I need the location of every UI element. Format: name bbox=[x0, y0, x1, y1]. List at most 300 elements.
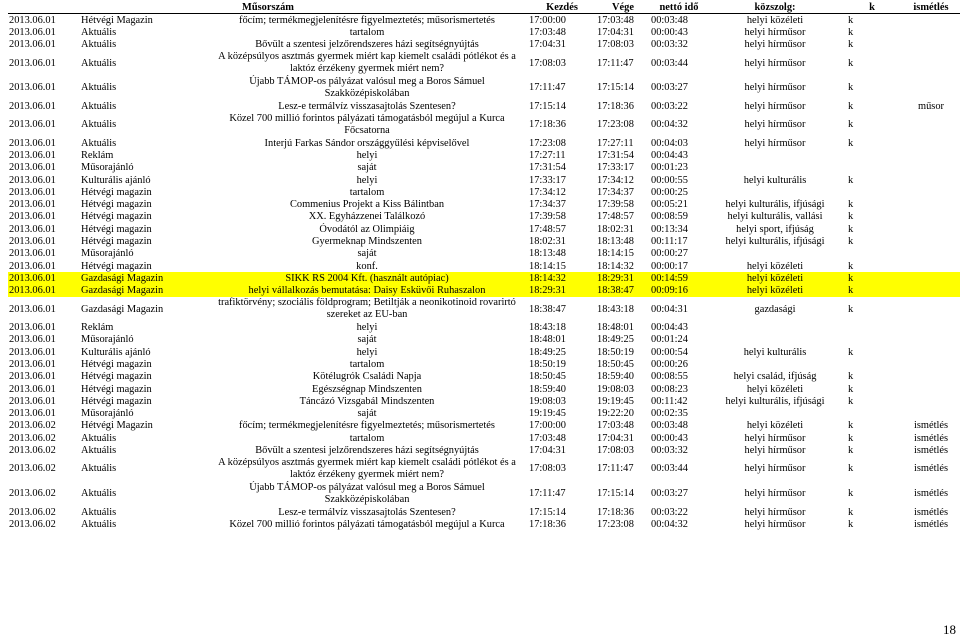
cell-repeat bbox=[902, 174, 960, 186]
cell-category: helyi hírműsor bbox=[744, 518, 806, 530]
cell-end: 18:29:31 bbox=[596, 272, 650, 284]
cell-category: helyi hírműsor bbox=[744, 82, 806, 94]
cell-k: k bbox=[842, 285, 902, 297]
cell-category: helyi család, ifjúság bbox=[733, 371, 817, 383]
cell-program: Aktuális bbox=[81, 432, 117, 444]
cell-start: 18:48:01 bbox=[529, 334, 566, 346]
cell-k: k bbox=[848, 518, 854, 530]
cell-start: 18:02:31 bbox=[529, 235, 566, 247]
cell-category: helyi hírműsor bbox=[744, 26, 806, 38]
cell-title: Bővült a szentesi jelzőrendszeres házi segítségnyújtás bbox=[255, 445, 479, 457]
cell-k: k bbox=[848, 57, 854, 69]
table-row bbox=[8, 346, 960, 358]
cell-repeat bbox=[902, 223, 960, 235]
cell-end: 19:19:45 bbox=[597, 395, 634, 407]
page-number: 18 bbox=[943, 622, 956, 637]
cell-end: 17:11:47 bbox=[597, 463, 634, 475]
cell-duration: 00:13:34 bbox=[651, 223, 688, 235]
cell-repeat: ismétlés bbox=[913, 432, 949, 444]
cell-duration: 00:03:32 bbox=[651, 39, 688, 51]
cell-repeat bbox=[902, 235, 960, 247]
table-row bbox=[8, 358, 960, 370]
cell-start: 17:03:48 bbox=[529, 26, 566, 38]
cell-repeat bbox=[902, 75, 960, 100]
table-row bbox=[8, 75, 960, 100]
cell-k: k bbox=[848, 211, 854, 223]
cell-program: Aktuális bbox=[81, 463, 117, 475]
cell-k bbox=[842, 186, 902, 198]
cell-program: Hétvégi Magazin bbox=[81, 14, 153, 26]
cell-repeat bbox=[902, 395, 960, 407]
cell-duration: 00:00:55 bbox=[651, 174, 688, 186]
cell-title: A középsúlyos asztmás gyermek miért kap kiemelt családi pótlékot és a laktóz érzékeny gyermek miért nem? bbox=[218, 51, 516, 75]
cell-k bbox=[842, 248, 902, 260]
cell-title: tartalom bbox=[349, 432, 385, 444]
cell-title: tartalom bbox=[349, 358, 385, 370]
cell-date: 2013.06.01 bbox=[9, 39, 56, 51]
header-end: Vége bbox=[596, 2, 650, 14]
cell-start: 17:04:31 bbox=[529, 39, 566, 51]
cell-end: 17:27:11 bbox=[597, 137, 634, 149]
cell-end: 18:50:45 bbox=[597, 358, 634, 370]
cell-program: Műsorajánló bbox=[81, 248, 134, 260]
table-row bbox=[8, 260, 960, 272]
cell-start: 18:43:18 bbox=[529, 322, 566, 334]
cell-k: k bbox=[848, 303, 854, 315]
table-row bbox=[8, 444, 960, 456]
cell-k: k bbox=[848, 445, 854, 457]
cell-duration: 00:04:43 bbox=[651, 322, 688, 334]
table-row bbox=[8, 198, 960, 210]
cell-title: Commenius Projekt a Kiss Bálintban bbox=[289, 199, 445, 211]
cell-start: 18:38:47 bbox=[529, 303, 566, 315]
cell-date: 2013.06.01 bbox=[9, 395, 56, 407]
cell-date: 2013.06.01 bbox=[9, 334, 56, 346]
cell-end: 18:43:18 bbox=[597, 303, 634, 315]
cell-title: Gyermeknap Mindszenten bbox=[312, 235, 422, 247]
cell-duration: 00:05:21 bbox=[651, 199, 688, 211]
cell-duration: 00:08:55 bbox=[651, 371, 688, 383]
cell-program: Hétvégi magazin bbox=[81, 371, 152, 383]
cell-k: k bbox=[848, 260, 854, 272]
cell-date: 2013.06.01 bbox=[9, 186, 56, 198]
cell-k: k bbox=[848, 137, 854, 149]
cell-date: 2013.06.02 bbox=[9, 518, 56, 530]
cell-start: 17:31:54 bbox=[529, 162, 566, 174]
cell-category bbox=[708, 162, 842, 174]
cell-duration: 00:04:32 bbox=[651, 518, 688, 530]
cell-start: 19:08:03 bbox=[529, 395, 566, 407]
cell-category: helyi hírműsor bbox=[744, 39, 806, 51]
cell-duration: 00:03:44 bbox=[651, 463, 688, 475]
cell-date: 2013.06.01 bbox=[9, 57, 56, 69]
cell-date: 2013.06.01 bbox=[8, 285, 80, 297]
table-row bbox=[8, 457, 960, 482]
cell-k: k bbox=[848, 199, 854, 211]
header-net-duration: nettó idő bbox=[650, 2, 708, 14]
cell-program: Aktuális bbox=[81, 119, 117, 131]
cell-duration: 00:02:35 bbox=[651, 408, 688, 420]
cell-duration: 00:04:32 bbox=[651, 119, 688, 131]
cell-date: 2013.06.01 bbox=[9, 408, 56, 420]
cell-title: saját bbox=[357, 162, 377, 174]
cell-title: helyi bbox=[356, 322, 378, 334]
table-row bbox=[8, 383, 960, 395]
cell-program: Aktuális bbox=[81, 82, 117, 94]
cell-date: 2013.06.02 bbox=[9, 506, 56, 518]
cell-k: k bbox=[848, 235, 854, 247]
cell-duration: 00:03:48 bbox=[651, 14, 688, 26]
cell-end: 17:03:48 bbox=[597, 14, 634, 26]
cell-end: 19:08:03 bbox=[597, 383, 634, 395]
cell-program: Hétvégi Magazin bbox=[81, 420, 153, 432]
header-start: Kezdés bbox=[528, 2, 596, 14]
cell-start: 18:59:40 bbox=[529, 383, 566, 395]
cell-duration: 00:03:44 bbox=[651, 57, 688, 69]
cell-program: Hétvégi magazin bbox=[81, 199, 152, 211]
cell-program: Műsorajánló bbox=[81, 334, 134, 346]
cell-category: helyi hírműsor bbox=[744, 57, 806, 69]
cell-date: 2013.06.01 bbox=[9, 100, 56, 112]
cell-program: Aktuális bbox=[81, 39, 117, 51]
cell-duration: 00:04:43 bbox=[651, 149, 688, 161]
cell-start: 18:14:15 bbox=[529, 260, 566, 272]
table-row bbox=[8, 26, 960, 38]
table-row bbox=[8, 518, 960, 530]
table-row bbox=[8, 211, 960, 223]
cell-repeat bbox=[902, 186, 960, 198]
cell-category: helyi közéleti bbox=[746, 260, 804, 272]
cell-repeat: ismétlés bbox=[913, 506, 949, 518]
cell-k: k bbox=[848, 223, 854, 235]
cell-duration: 00:00:43 bbox=[651, 26, 688, 38]
cell-end: 17:08:03 bbox=[597, 445, 634, 457]
cell-duration: 00:11:17 bbox=[651, 235, 688, 247]
cell-repeat: ismétlés bbox=[913, 463, 949, 475]
cell-title: tartalom bbox=[349, 26, 385, 38]
table-row bbox=[8, 371, 960, 383]
cell-category: helyi hírműsor bbox=[744, 100, 806, 112]
cell-start: 18:49:25 bbox=[529, 346, 566, 358]
cell-program: Gazdasági Magazin bbox=[80, 272, 206, 284]
cell-end: 17:04:31 bbox=[597, 432, 634, 444]
cell-program: Aktuális bbox=[81, 506, 117, 518]
cell-program: Aktuális bbox=[81, 57, 117, 69]
cell-title: főcím; termékmegjelenítésre figyelmeztetés; műsorismertetés bbox=[239, 14, 495, 26]
cell-start: 17:11:47 bbox=[529, 82, 566, 94]
cell-repeat bbox=[902, 408, 960, 420]
cell-category: helyi hírműsor bbox=[744, 463, 806, 475]
table-row bbox=[8, 272, 960, 284]
cell-repeat: műsor bbox=[918, 100, 944, 112]
cell-date: 2013.06.01 bbox=[9, 223, 56, 235]
table-row bbox=[8, 162, 960, 174]
cell-category bbox=[708, 408, 842, 420]
table-row bbox=[8, 14, 960, 27]
cell-k: k bbox=[848, 346, 854, 358]
cell-k: k bbox=[848, 100, 854, 112]
table-row bbox=[8, 248, 960, 260]
cell-duration: 00:00:27 bbox=[651, 248, 688, 260]
cell-repeat bbox=[902, 358, 960, 370]
cell-repeat bbox=[902, 346, 960, 358]
cell-k: k bbox=[848, 39, 854, 51]
table-row bbox=[8, 408, 960, 420]
table-row bbox=[8, 51, 960, 76]
cell-category: helyi közéleti bbox=[746, 14, 804, 26]
cell-category: helyi sport, ifjúság bbox=[736, 223, 814, 235]
table-row bbox=[8, 297, 960, 322]
cell-start: 18:29:31 bbox=[528, 285, 596, 297]
cell-k: k bbox=[848, 174, 854, 186]
cell-start: 17:03:48 bbox=[529, 432, 566, 444]
cell-title: Közel 700 millió forintos pályázati támogatásból megújul a Kurca Főcsatorna bbox=[229, 112, 505, 136]
cell-start: 18:14:32 bbox=[528, 272, 596, 284]
cell-repeat bbox=[902, 26, 960, 38]
cell-title: Újabb TÁMOP-os pályázat valósul meg a Boros Sámuel Szakközépiskolában bbox=[249, 75, 485, 99]
cell-category: helyi hírműsor bbox=[744, 137, 806, 149]
header-k: k bbox=[842, 2, 902, 14]
table-row bbox=[8, 395, 960, 407]
cell-k: k bbox=[848, 506, 854, 518]
table-row bbox=[8, 112, 960, 137]
cell-category bbox=[708, 248, 842, 260]
cell-duration: 00:03:27 bbox=[651, 488, 688, 500]
cell-end: 18:14:15 bbox=[597, 248, 634, 260]
cell-title: Óvodától az Olimpiáig bbox=[319, 223, 415, 235]
cell-k: k bbox=[848, 488, 854, 500]
table-row bbox=[8, 334, 960, 346]
cell-duration: 00:00:25 bbox=[651, 186, 688, 198]
cell-duration: 00:00:54 bbox=[651, 346, 688, 358]
cell-k: k bbox=[848, 119, 854, 131]
cell-start: 17:18:36 bbox=[529, 119, 566, 131]
cell-start: 17:27:11 bbox=[529, 149, 566, 161]
table-row bbox=[8, 285, 960, 297]
cell-start: 18:50:19 bbox=[529, 358, 566, 370]
header-row bbox=[8, 2, 960, 14]
cell-end: 17:23:08 bbox=[597, 518, 634, 530]
cell-end: 17:23:08 bbox=[597, 119, 634, 131]
cell-date: 2013.06.01 bbox=[9, 119, 56, 131]
cell-end: 17:18:36 bbox=[597, 506, 634, 518]
cell-program: Hétvégi magazin bbox=[81, 235, 152, 247]
cell-title: A középsúlyos asztmás gyermek miért kap kiemelt családi pótlékot és a laktóz érzékeny gyermek miért nem? bbox=[218, 456, 516, 480]
cell-repeat: ismétlés bbox=[913, 518, 949, 530]
cell-date: 2013.06.01 bbox=[9, 211, 56, 223]
cell-category bbox=[708, 321, 842, 333]
cell-date: 2013.06.01 bbox=[8, 272, 80, 284]
cell-category: helyi kulturális, vallási bbox=[727, 211, 823, 223]
cell-k: k bbox=[848, 463, 854, 475]
cell-title: Táncázó Vizsgabál Mindszenten bbox=[299, 395, 435, 407]
cell-start: 17:04:31 bbox=[529, 445, 566, 457]
cell-program: Aktuális bbox=[81, 488, 117, 500]
cell-category bbox=[708, 149, 842, 161]
header-program: Műsorszám bbox=[8, 2, 528, 14]
cell-category: helyi hírműsor bbox=[744, 506, 806, 518]
table-row bbox=[8, 506, 960, 518]
cell-end: 17:03:48 bbox=[597, 420, 634, 432]
cell-category: helyi hírműsor bbox=[744, 432, 806, 444]
cell-start: 17:08:03 bbox=[529, 463, 566, 475]
cell-date: 2013.06.02 bbox=[9, 445, 56, 457]
cell-program: Hétvégi magazin bbox=[81, 211, 152, 223]
cell-end: 17:39:58 bbox=[597, 199, 634, 211]
cell-end: 17:08:03 bbox=[597, 39, 634, 51]
table-row bbox=[8, 481, 960, 506]
cell-date: 2013.06.02 bbox=[9, 420, 56, 432]
cell-date: 2013.06.01 bbox=[9, 174, 56, 186]
cell-program: Aktuális bbox=[81, 26, 117, 38]
cell-end: 18:50:19 bbox=[597, 346, 634, 358]
cell-start: 17:23:08 bbox=[529, 137, 566, 149]
cell-title: Egészségnap Mindszenten bbox=[312, 383, 422, 395]
cell-start: 17:08:03 bbox=[529, 57, 566, 69]
cell-repeat bbox=[902, 285, 960, 297]
cell-end: 17:34:12 bbox=[597, 174, 634, 186]
cell-program: Kulturális ajánló bbox=[81, 346, 151, 358]
cell-repeat bbox=[902, 14, 960, 27]
cell-k: k bbox=[848, 420, 854, 432]
cell-date: 2013.06.01 bbox=[9, 149, 56, 161]
cell-category bbox=[708, 334, 842, 346]
cell-repeat bbox=[902, 211, 960, 223]
cell-program: Hétvégi magazin bbox=[81, 395, 152, 407]
cell-duration: 00:08:59 bbox=[651, 211, 688, 223]
cell-title: Kötélugrók Családi Napja bbox=[312, 371, 422, 383]
cell-duration: 00:01:23 bbox=[651, 162, 688, 174]
cell-category: helyi közéleti bbox=[708, 285, 842, 297]
cell-category: helyi közéleti bbox=[746, 383, 804, 395]
cell-duration: 00:11:42 bbox=[651, 395, 688, 407]
cell-title: saját bbox=[357, 248, 377, 260]
cell-duration: 00:03:48 bbox=[651, 420, 688, 432]
cell-program: Gazdasági Magazin bbox=[80, 285, 206, 297]
cell-repeat bbox=[902, 198, 960, 210]
cell-end: 18:49:25 bbox=[597, 334, 634, 346]
table-row bbox=[8, 223, 960, 235]
cell-repeat bbox=[902, 321, 960, 333]
cell-title: főcím; termékmegjelenítésre figyelmeztetés; műsorismertetés bbox=[239, 420, 495, 432]
cell-category: helyi közéleti bbox=[746, 420, 804, 432]
cell-program: Műsorajánló bbox=[81, 162, 134, 174]
cell-end: 17:33:17 bbox=[597, 162, 634, 174]
cell-date: 2013.06.02 bbox=[9, 488, 56, 500]
cell-end: 17:34:37 bbox=[597, 186, 634, 198]
cell-date: 2013.06.01 bbox=[9, 82, 56, 94]
cell-duration: 00:04:03 bbox=[651, 137, 688, 149]
cell-k: k bbox=[848, 26, 854, 38]
cell-category: helyi kulturális bbox=[743, 174, 807, 186]
cell-repeat bbox=[902, 137, 960, 149]
table-row bbox=[8, 186, 960, 198]
cell-title: Lesz-e termálvíz visszasajtolás Szentesen? bbox=[278, 506, 456, 518]
cell-duration: 00:00:26 bbox=[651, 358, 688, 370]
cell-program: Aktuális bbox=[81, 518, 117, 530]
cell-date: 2013.06.01 bbox=[9, 26, 56, 38]
table-row bbox=[8, 149, 960, 161]
cell-date: 2013.06.01 bbox=[9, 358, 56, 370]
cell-end: 17:15:14 bbox=[597, 82, 634, 94]
cell-start: 17:34:12 bbox=[529, 186, 566, 198]
broadcast-schedule-table bbox=[8, 2, 960, 530]
cell-duration: 00:03:27 bbox=[651, 82, 688, 94]
cell-repeat bbox=[902, 371, 960, 383]
header-repeat: ismétlés bbox=[902, 2, 960, 14]
cell-end: 17:04:31 bbox=[597, 26, 634, 38]
cell-end: 18:59:40 bbox=[597, 371, 634, 383]
cell-date: 2013.06.01 bbox=[9, 383, 56, 395]
cell-title: konf. bbox=[356, 260, 378, 272]
cell-k: k bbox=[848, 82, 854, 94]
cell-repeat bbox=[902, 383, 960, 395]
cell-start: 17:00:00 bbox=[529, 14, 566, 26]
cell-repeat bbox=[902, 334, 960, 346]
cell-duration: 00:03:22 bbox=[651, 100, 688, 112]
cell-end: 18:48:01 bbox=[597, 322, 634, 334]
table-row bbox=[8, 235, 960, 247]
cell-date: 2013.06.01 bbox=[9, 371, 56, 383]
cell-date: 2013.06.01 bbox=[9, 162, 56, 174]
cell-k bbox=[842, 408, 902, 420]
cell-title: Bővült a szentesi jelzőrendszeres házi segítségnyújtás bbox=[255, 39, 479, 51]
cell-k bbox=[842, 321, 902, 333]
cell-program: Gazdasági Magazin bbox=[81, 303, 164, 315]
cell-category: helyi hírműsor bbox=[744, 488, 806, 500]
cell-end: 18:13:48 bbox=[597, 235, 634, 247]
cell-k bbox=[842, 358, 902, 370]
cell-program: Kulturális ajánló bbox=[81, 174, 151, 186]
cell-k: k bbox=[848, 432, 854, 444]
header-public-service: közszolg: bbox=[708, 2, 842, 14]
cell-date: 2013.06.02 bbox=[9, 432, 56, 444]
cell-duration: 00:01:24 bbox=[651, 334, 688, 346]
cell-end: 19:22:20 bbox=[597, 408, 634, 420]
cell-program: Aktuális bbox=[81, 100, 117, 112]
cell-duration: 00:14:59 bbox=[650, 272, 708, 284]
cell-duration: 00:09:16 bbox=[650, 285, 708, 297]
schedule-body bbox=[8, 14, 960, 531]
cell-program: Műsorajánló bbox=[81, 408, 134, 420]
cell-repeat bbox=[902, 149, 960, 161]
cell-title: Közel 700 millió forintos pályázati támogatásból megújul a Kurca bbox=[229, 518, 505, 530]
cell-category: helyi kulturális bbox=[743, 346, 807, 358]
cell-title: tartalom bbox=[349, 186, 385, 198]
cell-repeat bbox=[902, 272, 960, 284]
cell-program: Aktuális bbox=[81, 137, 117, 149]
cell-date: 2013.06.01 bbox=[9, 248, 56, 260]
cell-program: Hétvégi magazin bbox=[81, 260, 152, 272]
cell-k: k bbox=[848, 371, 854, 383]
cell-title: helyi bbox=[356, 149, 378, 161]
cell-title: Interjú Farkas Sándor országgyűlési képviselővel bbox=[264, 137, 470, 149]
cell-duration: 00:03:22 bbox=[651, 506, 688, 518]
cell-duration: 00:03:32 bbox=[651, 445, 688, 457]
cell-end: 17:15:14 bbox=[597, 488, 634, 500]
cell-start: 17:48:57 bbox=[529, 223, 566, 235]
cell-program: Hétvégi magazin bbox=[81, 186, 152, 198]
table-row bbox=[8, 432, 960, 444]
cell-program: Reklám bbox=[81, 149, 114, 161]
table-row bbox=[8, 137, 960, 149]
cell-title: XX. Egyházzenei Találkozó bbox=[308, 211, 426, 223]
cell-repeat bbox=[902, 297, 960, 322]
cell-title: Lesz-e termálvíz visszasajtolás Szentesen? bbox=[278, 100, 456, 112]
cell-title: helyi bbox=[356, 174, 378, 186]
cell-duration: 00:00:17 bbox=[651, 260, 688, 272]
cell-date: 2013.06.01 bbox=[9, 346, 56, 358]
